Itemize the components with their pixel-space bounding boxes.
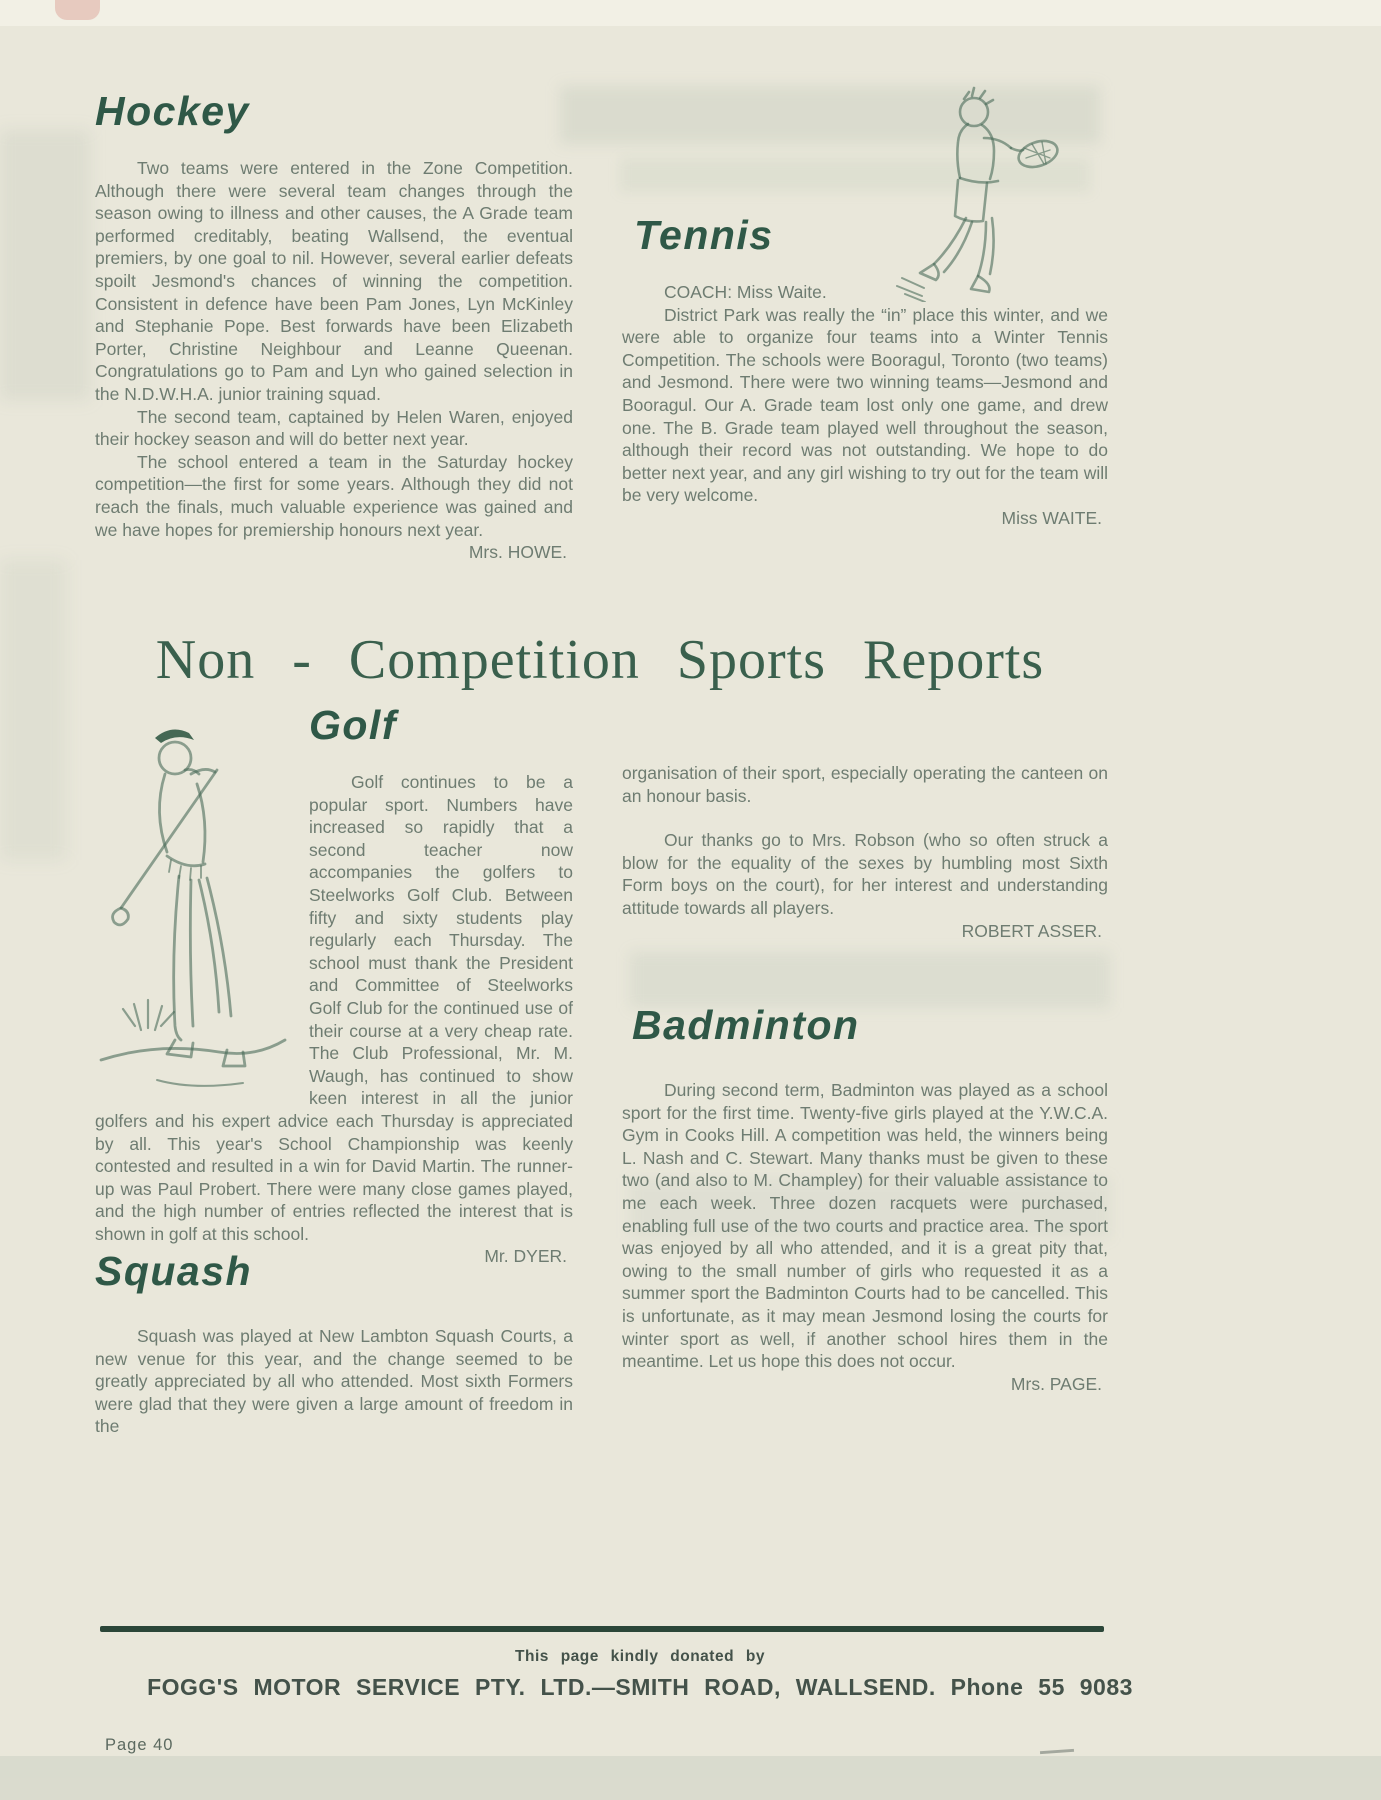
hockey-paragraph: Two teams were entered in the Zone Competition. Although there were several team changes through the season owing to illness and other causes, the A Grade team performed creditably, beating Wallsend, the eventual premiers, by one goal to nil. However, several earlier defeats spoilt Jesmond's chances of winning the competition. Consistent in defence have been Pam Jones, Lyn McKinley and Stephanie Pope. Best forwards have been Elizabeth Porter, Christine Neighbour and Leanne Queenan. Congratulations go to Pam and Lyn who gained selection in the N.D.W.H.A. junior training squad. [95,158,573,404]
scan-artifact-bottom-dash [1040,1749,1074,1754]
page-number: Page 40 [105,1736,174,1754]
tennis-signature: Miss WAITE. [1001,507,1102,528]
footer-divider [100,1626,1104,1632]
squash-section [95,1248,573,1438]
golfer-illustration [95,708,291,1096]
hockey-paragraph: The school entered a team in the Saturday hockey competition—the first for some years. Although they did not reach the finals, much valuable experience was gained and we have hopes for premiership honours next year. [95,451,573,540]
hockey-heading: Hockey [95,88,250,134]
footer-donated-line: This page kindly donated by [515,1648,765,1665]
scan-artifact-bottom-strip [0,1756,1381,1800]
tennis-heading: Tennis [634,212,774,258]
tennis-section [622,212,1108,530]
tennis-paragraph: District Park was really the “in” place this winter, and we were able to organize four teams into a Winter Tennis Competition. The schools were Booragul, Toronto (two teams) and Jesmond. There were two winning teams—Jesmond and Booragul. Our A. Grade team lost only one game, and drew one. The B. Grade team played well throughout the season, although their record was not outstanding. We hope to do better next year, and any girl wishing to try out for the team will be very welcome. [622,304,1108,506]
badminton-paragraph: During second term, Badminton was played as a school sport for the first time. Twenty-five girls played at the Y.W.C.A. Gym in Cooks Hill. A competition was held, the winners being L. Nash and C. Stewart. Many thanks must be given to these two (and also to M. Champley) for their valuable assistance to me each week. Three dozen racquets were purchased, enabling full use of the two courts and practice area. The sport was enjoyed by all who attended, and it is a great pity that, owing to the small number of girls who requested it as a summer sport the Badminton Courts had to be cancelled. This is unfortunate, as it may mean Jesmond losing the courts for winter sport as well, if another school hires them in the meantime. Let us hope this does not occur. [622,1080,1108,1372]
page-title: Non - Competition Sports Reports [155,629,1045,691]
scan-artifact-top-strip [0,0,1381,26]
hockey-signature: Mrs. HOWE. [468,542,567,563]
squash-heading: Squash [95,1248,253,1294]
scan-artifact-left-band-1 [0,130,90,400]
badminton-section [622,1002,1108,1395]
footer-sponsor-line: FOGG'S MOTOR SERVICE PTY. LTD.—SMITH ROAD, WALLSEND. Phone 55 9083 [147,1674,1133,1700]
scan-artifact-pink-smudge [55,0,100,20]
golf-section [95,702,573,1268]
tennis-coach-line: COACH: Miss Waite. [664,282,827,302]
golf-paragraph: Golf continues to be a popular sport. Numbers have increased so rapidly that a second teacher now accompanies the golfers to Steelworks Golf Club. Between fifty and sixty students play regularly each Thursday. The school must thank the President and Committee of Steelworks Golf Club for the continued use of their course at a very cheap rate. The Club Professional, Mr. M. Waugh, has continued to show keen interest in all the junior golfers and his expert advice each Thursday is appreciated by all. This year's School Championship was keenly contested and resulted in a win for David Martin. The runner-up was Paul Probert. There were many close games played, and the high number of entries reflected the interest that is shown in golf at this school. [95,772,573,1244]
golf-heading: Golf [309,702,397,748]
robert-asser-signature: ROBERT ASSER. [961,920,1102,941]
organisation-continuation-paragraph: organisation of their sport, especially operating the canteen on an honour basis. [622,763,1108,806]
sports-organisation-note [622,762,1108,942]
footer-sponsor-block [140,1648,1140,1701]
hockey-section [95,88,573,564]
scan-artifact-right-band-1 [630,952,1110,1008]
badminton-signature: Mrs. PAGE. [1010,1373,1102,1394]
thanks-paragraph: Our thanks go to Mrs. Robson (who so often struck a blow for the equality of the sexes by humbling most Sixth Form boys on the court), for her interest and understanding attitude towards all players. [622,830,1108,918]
scan-artifact-left-band-2 [0,560,66,860]
badminton-heading: Badminton [632,1002,860,1048]
golf-signature: Mr. DYER. [484,1246,567,1267]
hockey-paragraph: The second team, captained by Helen Waren, enjoyed their hockey season and will do better next year. [95,406,573,450]
squash-paragraph: Squash was played at New Lambton Squash Courts, a new venue for this year, and the change seemed to be greatly appreciated by all who attended. Most sixth Formers were glad that they were given a large amount of freedom in the [95,1326,573,1437]
